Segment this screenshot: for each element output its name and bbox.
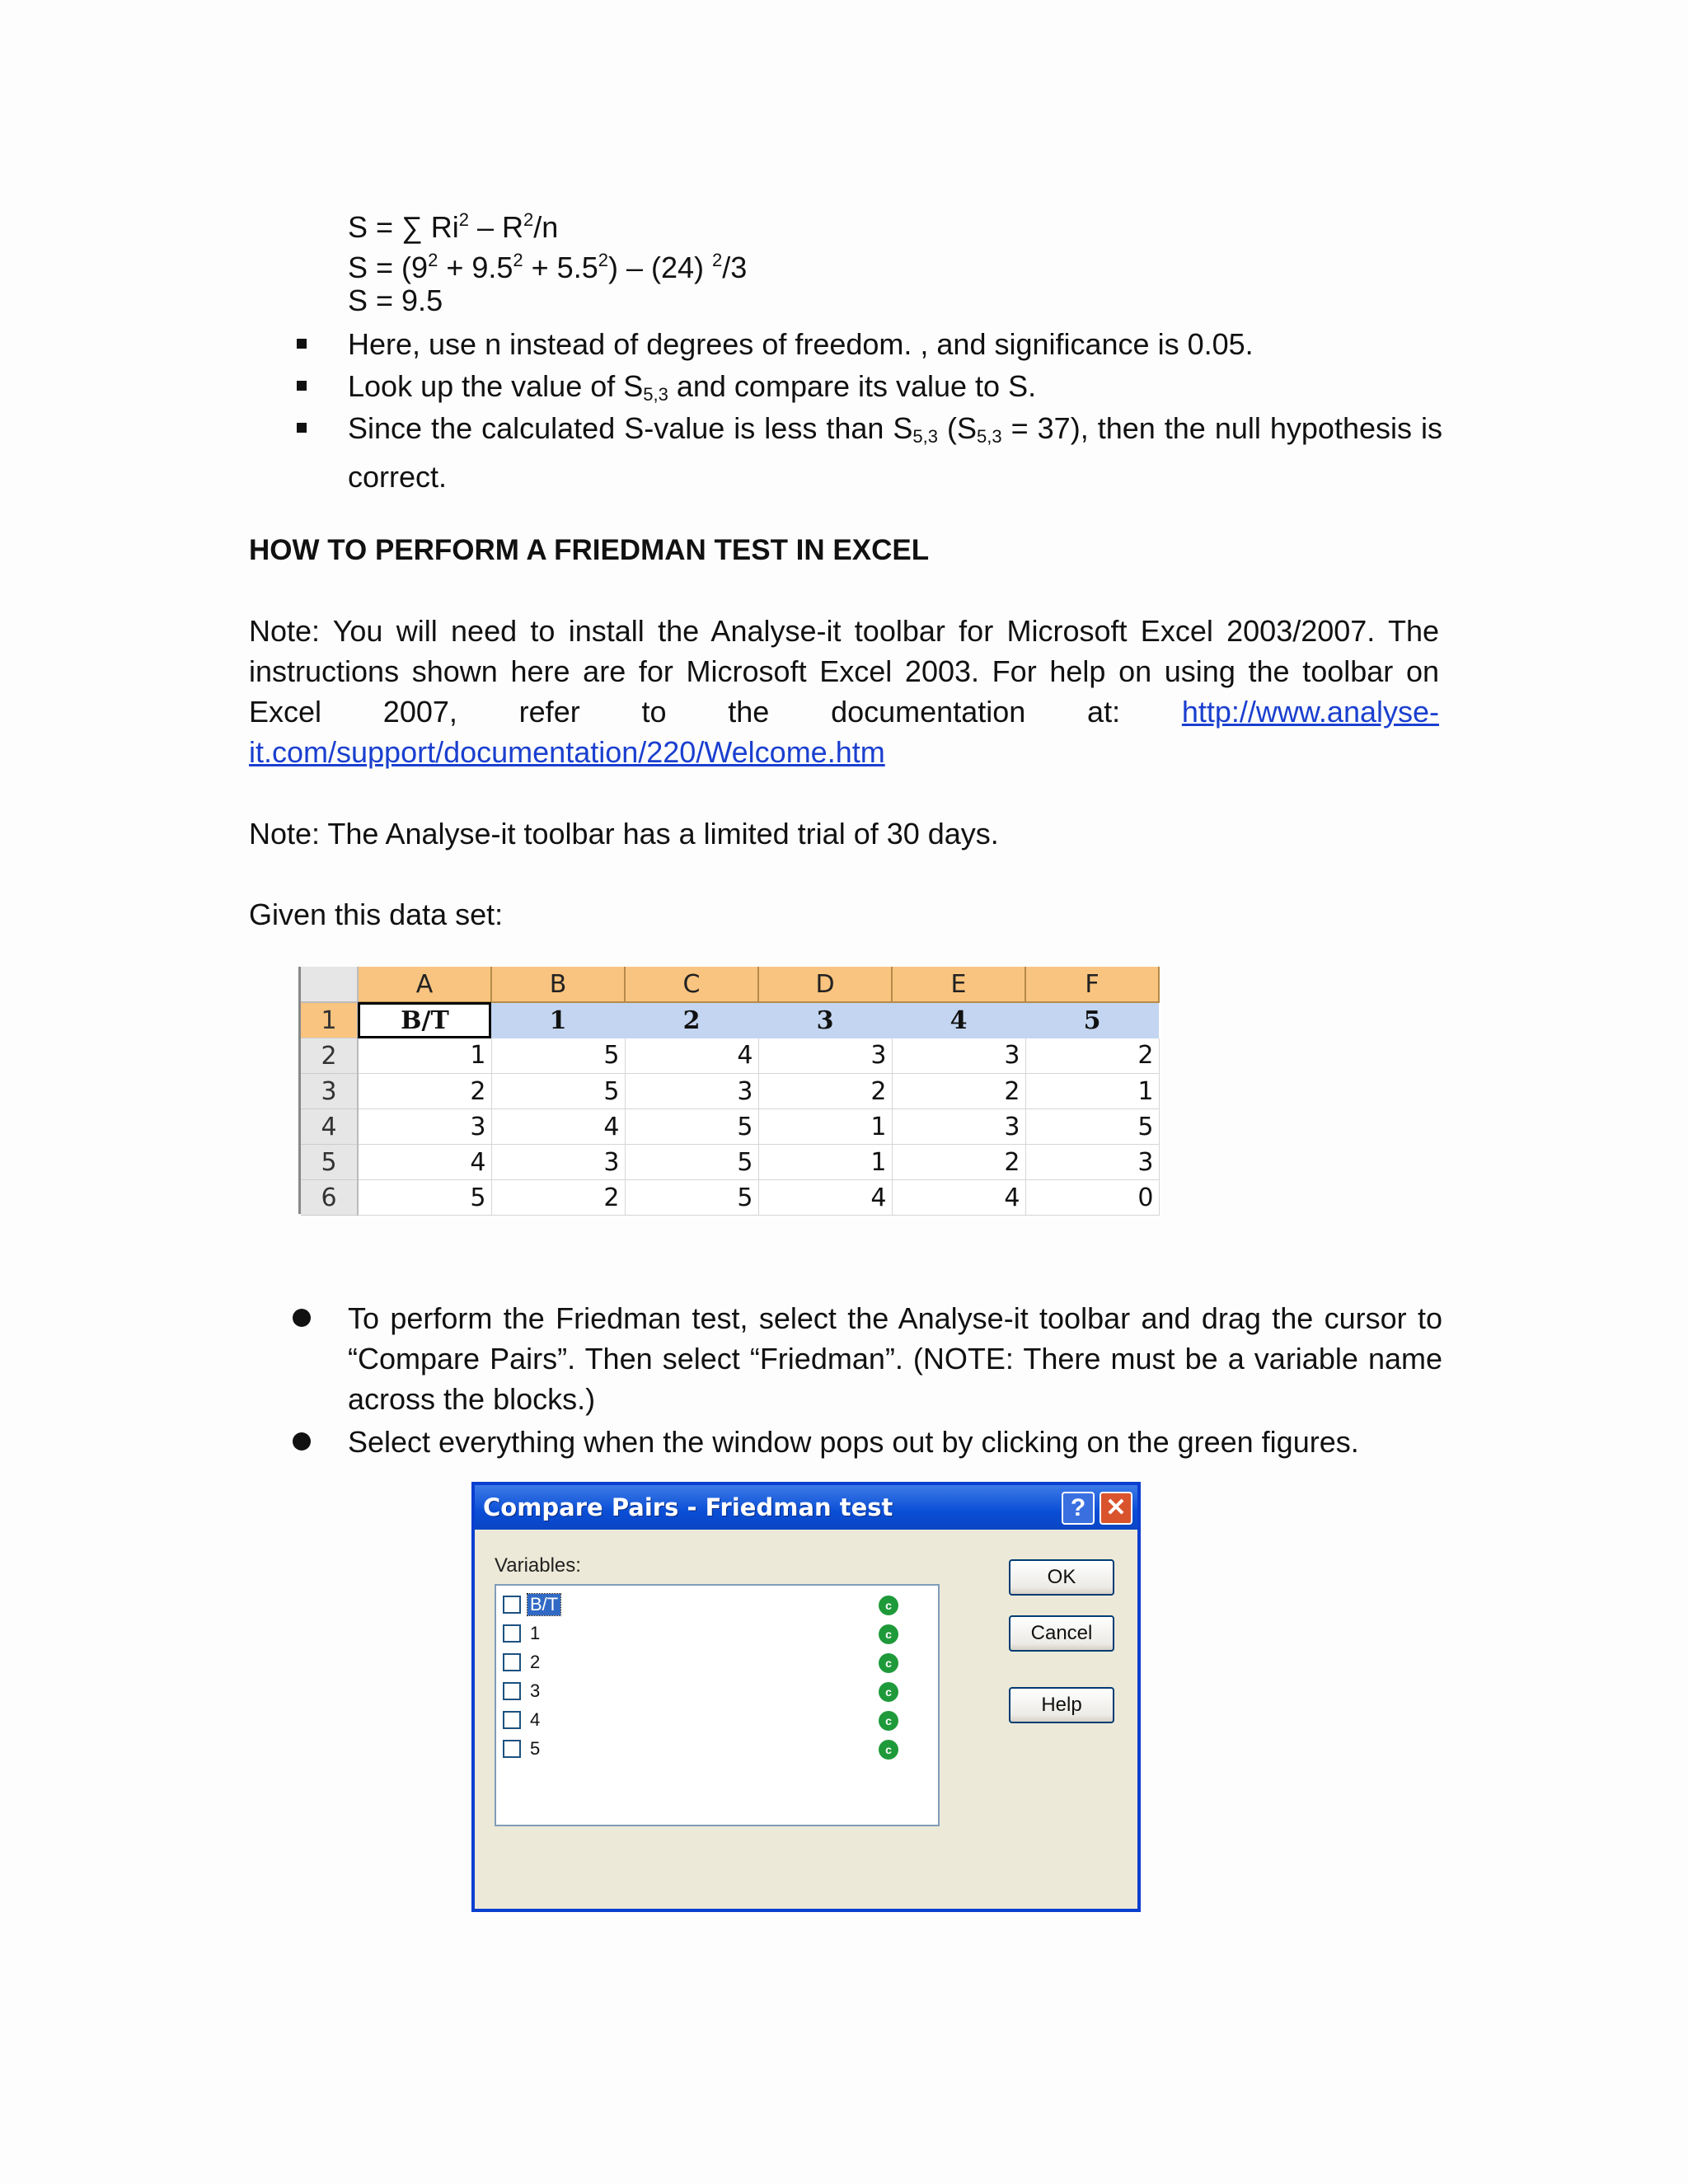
variable-label: B/T [528,1594,560,1615]
cancel-button[interactable]: Cancel [1009,1615,1114,1652]
column-header-c[interactable]: C [625,967,758,1002]
note-trial: Note: The Analyse-it toolbar has a limited trial of 30 days. [249,817,999,851]
cell[interactable]: 1 [1025,1074,1159,1109]
cell[interactable]: 4 [491,1109,625,1145]
close-icon[interactable]: ✕ [1100,1492,1132,1525]
text-run: and compare its value to S. [668,369,1037,403]
formula-text: /n [533,210,559,244]
help-icon[interactable]: ? [1062,1492,1095,1525]
row-header[interactable]: 1 [301,1002,358,1038]
variable-item[interactable] [503,1679,931,1704]
cell[interactable]: 2 [892,1074,1025,1109]
cell[interactable]: 3 [358,1109,491,1145]
cell[interactable]: 0 [1025,1180,1159,1216]
cell[interactable]: 5 [358,1180,491,1216]
cell[interactable]: B/T [358,1002,491,1038]
variable-item[interactable] [503,1621,931,1646]
text-run: Look up the value of S [348,369,644,403]
variables-listbox[interactable] [495,1584,940,1826]
bullet-text: Select everything when the window pops out by clicking on the green figures. [348,1425,1359,1459]
formula-text: /3 [722,251,748,284]
cell[interactable]: 5 [491,1074,625,1109]
cell[interactable]: 3 [892,1038,1025,1074]
superscript: 2 [458,209,469,230]
variable-label: 4 [530,1709,541,1730]
variable-item[interactable] [503,1650,931,1675]
superscript: 2 [513,250,523,270]
superscript: 2 [428,250,438,270]
note-text: Note: You will need to install the Analyse-it toolbar for Microsoft Excel 2003/2007. The instructions shown here are for Microsoft Excel 2003. For help on using the toolbar on Excel 2007, refer to the documentation at: [249,614,1439,729]
sheet-row [301,1109,1159,1145]
variable-item[interactable] [503,1592,931,1617]
cell[interactable]: 3 [625,1074,758,1109]
cell[interactable]: 4 [892,1002,1025,1038]
variable-checkbox[interactable] [503,1624,521,1643]
variable-label: 2 [530,1652,541,1672]
variable-checkbox[interactable] [503,1711,521,1729]
cell[interactable]: 1 [758,1145,892,1180]
cell[interactable]: 2 [892,1145,1025,1180]
cell[interactable]: 2 [491,1180,625,1216]
sheet-row [301,1038,1159,1074]
row-header[interactable]: 6 [301,1180,358,1216]
subscript: 5,3 [977,426,1002,447]
given-dataset-text: Given this data set: [249,898,504,931]
section-heading: HOW TO PERFORM A FRIEDMAN TEST IN EXCEL [249,534,930,566]
row-header[interactable]: 2 [301,1038,358,1074]
row-header[interactable]: 4 [301,1109,358,1145]
note-install [249,611,1439,772]
cell[interactable]: 5 [625,1145,758,1180]
green-variable-icon[interactable]: c [879,1711,898,1731]
superscript: 2 [523,209,534,230]
text-run: Since the calculated S-value is less than S [348,411,913,445]
variable-item[interactable] [503,1708,931,1732]
subscript: 5,3 [643,384,668,405]
cell[interactable]: 2 [1025,1038,1159,1074]
friedman-dialog [471,1482,1141,1912]
green-variable-icon[interactable]: c [879,1682,898,1702]
text-run: (S [938,411,978,445]
green-variable-icon[interactable]: c [879,1596,898,1615]
text-run: = 37), then the null hypothesis is correct. [348,411,1442,494]
select-all-corner[interactable] [301,967,358,1002]
formula-text: ) – (24) [607,251,713,284]
green-variable-icon[interactable]: c [879,1624,898,1644]
variable-label: 3 [530,1680,541,1701]
cell[interactable]: 2 [625,1002,758,1038]
formula-text: S = (9 [348,251,429,284]
cell[interactable]: 5 [1025,1002,1159,1038]
cell[interactable]: 2 [758,1074,892,1109]
column-header-e[interactable]: E [892,967,1025,1002]
row-header[interactable]: 3 [301,1074,358,1109]
cell[interactable]: 4 [358,1145,491,1180]
column-header-d[interactable]: D [758,967,892,1002]
sheet-row [301,1145,1159,1180]
formula-text: + 9.5 [438,251,513,284]
cell[interactable]: 4 [892,1180,1025,1216]
variable-label: 5 [530,1738,541,1759]
cell[interactable]: 3 [892,1109,1025,1145]
bullet-square-icon [297,339,307,349]
bullet-circle-icon [293,1309,311,1327]
cell[interactable]: 3 [758,1038,892,1074]
variable-checkbox[interactable] [503,1596,521,1614]
cell[interactable]: 3 [491,1145,625,1180]
sheet-row [301,1180,1159,1216]
formula-text: + 5.5 [523,251,598,284]
documentation-link[interactable]: http://www.analyse-it.com/support/documentation/220/Welcome.htm [249,695,1439,769]
subscript: 5,3 [912,426,939,447]
green-variable-icon[interactable]: c [879,1653,898,1673]
green-variable-icon[interactable]: c [879,1740,898,1760]
sheet-row [301,1002,1159,1038]
formula-line-3: S = 9.5 [348,284,443,317]
cell[interactable]: 4 [625,1038,758,1074]
bullet-text: To perform the Friedman test, select the Analyse-it toolbar and drag the cursor to “Compare Pairs”. Then select “Friedman”. (NOTE: There must be a variable name across the blocks.) [348,1301,1442,1416]
variable-checkbox[interactable] [503,1740,521,1758]
formula-text: S = ∑ Ri [348,210,459,244]
spreadsheet-image [298,967,1162,1214]
cell[interactable]: 1 [358,1038,491,1074]
ok-button[interactable]: OK [1009,1559,1114,1596]
cell[interactable]: 4 [758,1180,892,1216]
formula-text: – R [468,210,523,244]
cell[interactable]: 5 [1025,1109,1159,1145]
sheet-row [301,1074,1159,1109]
column-header-f[interactable]: F [1025,967,1159,1002]
cell[interactable]: 1 [758,1109,892,1145]
cell[interactable]: 3 [758,1002,892,1038]
cell[interactable]: 1 [491,1002,625,1038]
variable-checkbox[interactable] [503,1682,521,1700]
cell[interactable]: 5 [491,1038,625,1074]
column-header-b[interactable]: B [491,967,625,1002]
superscript: 2 [598,250,608,270]
dialog-titlebar[interactable] [475,1485,1137,1530]
row-header[interactable]: 5 [301,1145,358,1180]
superscript: 2 [712,250,723,270]
dialog-title: Compare Pairs - Friedman test [483,1493,893,1521]
column-header-a[interactable]: A [358,967,491,1002]
bullet-text [348,408,1442,497]
help-button[interactable]: Help [1009,1687,1114,1723]
bullet-text: Here, use n instead of degrees of freedom. , and significance is 0.05. [348,327,1254,361]
cell[interactable]: 2 [358,1074,491,1109]
cell[interactable]: 5 [625,1109,758,1145]
variable-item[interactable] [503,1736,931,1761]
variables-label: Variables: [495,1554,581,1577]
bullet-square-icon [297,423,307,433]
bullet-square-icon [297,381,307,391]
variable-label: 1 [530,1623,541,1643]
cell[interactable]: 3 [1025,1145,1159,1180]
bullet-circle-icon [293,1432,311,1451]
variable-checkbox[interactable] [503,1653,521,1671]
cell[interactable]: 5 [625,1180,758,1216]
